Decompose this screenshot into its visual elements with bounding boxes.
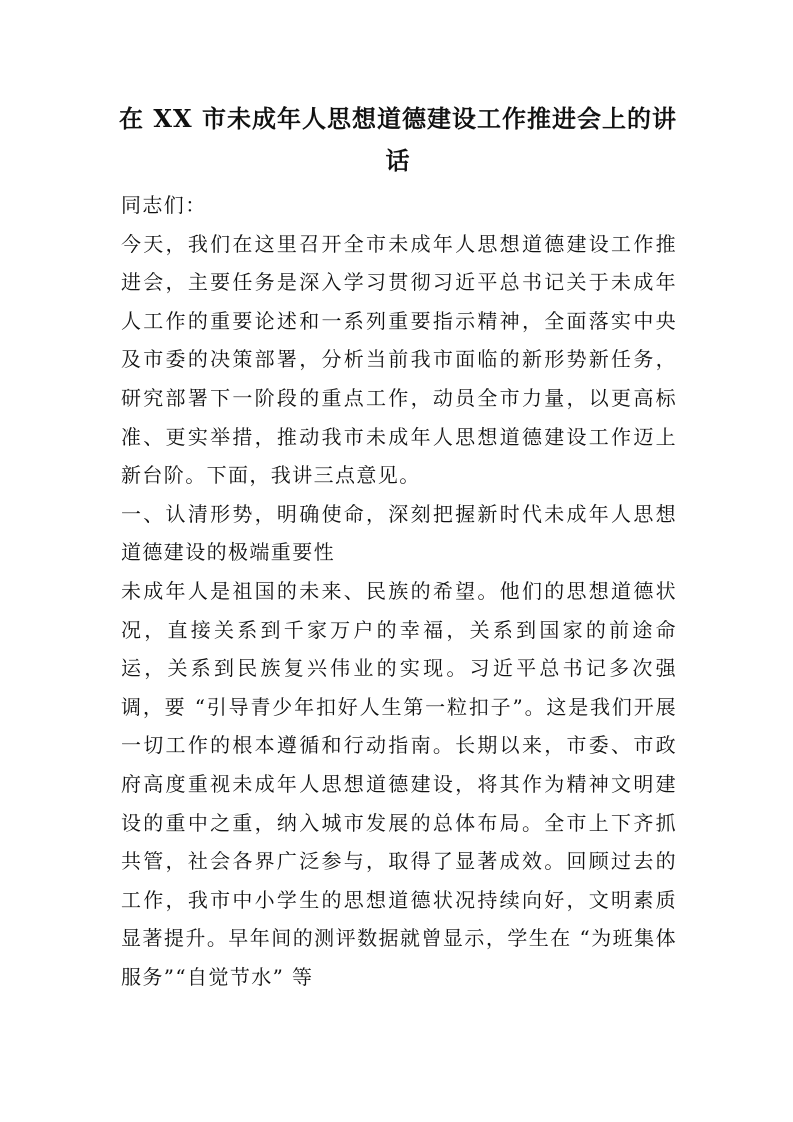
- section-heading-1: 一、认清形势，明确使命，深刻把握新时代未成年人思想道德建设的极端重要性: [121, 501, 677, 565]
- paragraph-section-1: 未成年人是祖国的未来、民族的希望。他们的思想道德状况，直接关系到千家万户的幸福，关系到国家的前途命运，关系到民族复兴伟业的实现。习近平总书记多次强调，要 “引导青少年扣好人生第一粒扣子”。这是我们开展一切工作的根本遵循和行动指南。长期以来，市委、市政府高度重视未成年人思想道德建设，将其作为精神文明建设的重中之重，纳入城市发展的总体布局。全市上下齐抓共管，社会各界广泛参与，取得了显著成效。回顾过去的工作，我市中小学生的思想道德状况持续向好，文明素质显著提升。早年间的测评数据就曾显示，学生在 “为班集体服务”“自觉节水” 等: [121, 578, 677, 989]
- document-body: [121, 186, 677, 996]
- paragraph-intro: 今天，我们在这里召开全市未成年人思想道德建设工作推进会，主要任务是深入学习贯彻习近平总书记关于未成年人工作的重要论述和一系列重要指示精神，全面落实中央及市委的决策部署，分析当前我市面临的新形势新任务，研究部署下一阶段的重点工作，动员全市力量，以更高标准、更实举措，推动我市未成年人思想道德建设工作迈上新台阶。下面，我讲三点意见。: [121, 231, 677, 488]
- salutation: 同志们：: [121, 193, 207, 217]
- document-title: 在 XX 市未成年人思想道德建设工作推进会上的讲话: [119, 104, 677, 175]
